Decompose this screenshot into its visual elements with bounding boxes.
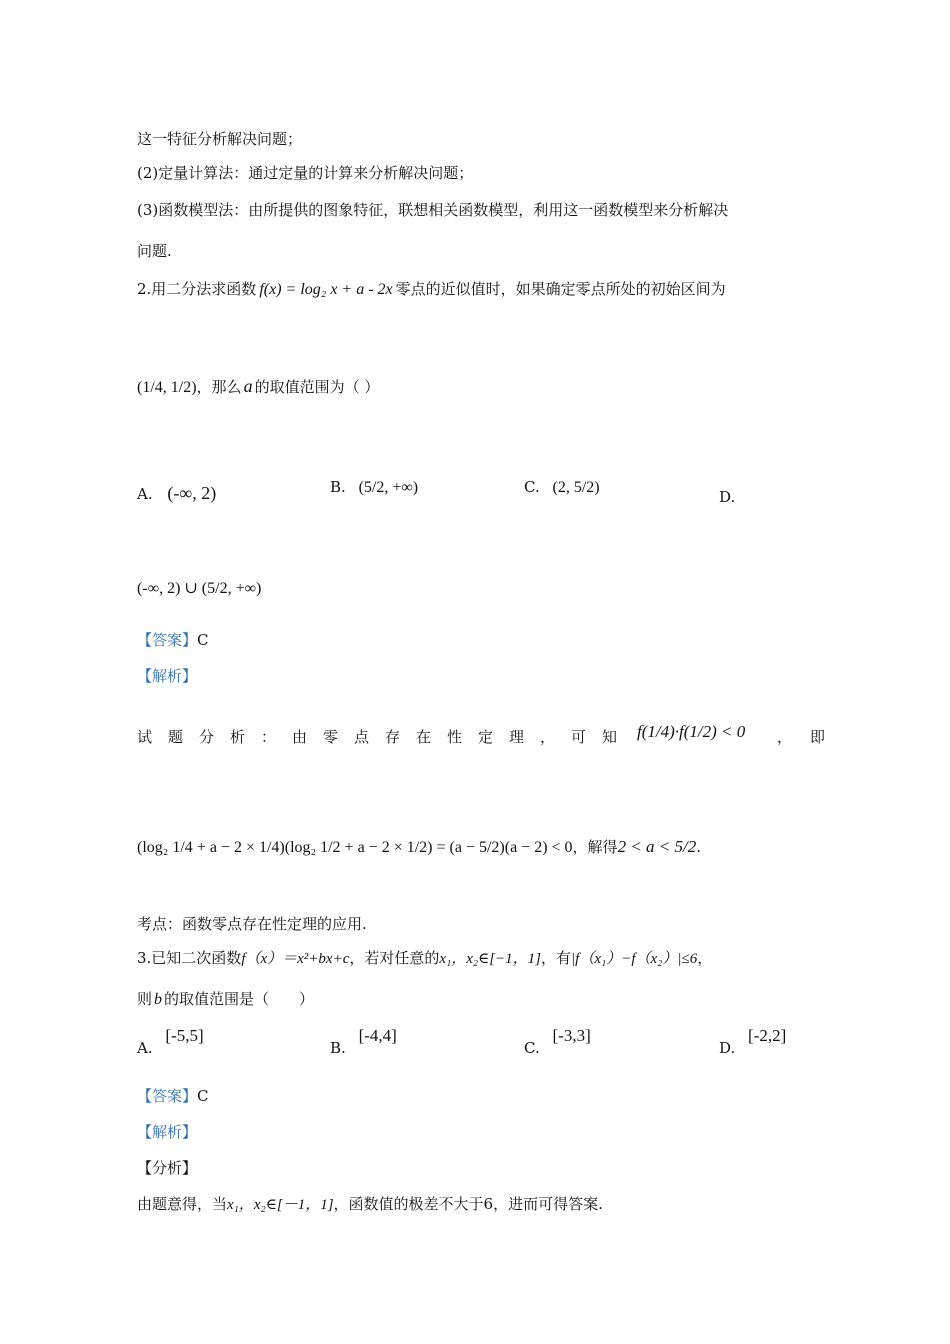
q2-prefix: 2.用二分法求函数 xyxy=(137,280,257,298)
option-value: [-4,4] xyxy=(358,1026,397,1045)
option-value: (5/2, +∞) xyxy=(358,479,419,496)
q3-final xyxy=(137,1193,603,1214)
q2-kaodian: 考点：函数零点存在性定理的应用. xyxy=(137,915,367,933)
option-label: A. xyxy=(137,1039,153,1057)
answer-value: C xyxy=(197,1087,209,1105)
option-label: B. xyxy=(330,1039,346,1057)
q3-function: f（x）＝x²+bx+c xyxy=(241,951,350,967)
q3-option-a xyxy=(137,1026,204,1057)
q2-analysis-tag xyxy=(137,665,197,686)
q2-interval: (1/4, 1/2) xyxy=(137,379,197,396)
q3-option-d xyxy=(719,1026,787,1057)
answer-tag: 【答案】 xyxy=(137,631,198,649)
intro-line-2: (2)定量计算法：通过定量的计算来分析解决问题； xyxy=(137,164,474,182)
q2-option-d-label xyxy=(719,488,735,506)
solve-result: 2 < a < 5/2 xyxy=(617,837,697,856)
q3-line2-a: 则 xyxy=(137,990,153,1008)
q3-option-c xyxy=(524,1026,591,1057)
q2-answer xyxy=(137,629,209,650)
option-label: D. xyxy=(719,488,736,506)
intro-line-4: 问题. xyxy=(137,242,172,260)
answer-value: C xyxy=(197,631,209,649)
q2-option-b xyxy=(330,478,418,497)
q3-answer xyxy=(137,1085,209,1106)
option-label: B. xyxy=(330,478,346,496)
q2-suffix: 零点的近似值时，如果确定零点所处的初始区间为 xyxy=(395,280,726,298)
option-value: (-∞, 2) xyxy=(167,483,217,503)
q2-solve-line xyxy=(137,836,701,857)
option-label: D. xyxy=(719,1039,736,1057)
option-value: [-5,5] xyxy=(165,1026,204,1045)
q2-option-a xyxy=(137,483,216,504)
intro-line-3: (3)函数模型法：由所提供的图象特征，联想相关函数模型，利用这一函数模型来分析解决 xyxy=(137,201,729,219)
intro-line-1: 这一特征分析解决问题； xyxy=(137,130,303,148)
q3-stem-line2 xyxy=(137,988,314,1009)
analysis-tag: 【解析】 xyxy=(137,667,198,685)
option-value: (2, 5/2) xyxy=(552,479,600,496)
q3-stem-a: 3.已知二次函数 xyxy=(137,949,242,967)
option-label: A. xyxy=(137,485,153,503)
period: . xyxy=(696,838,702,856)
option-label: C. xyxy=(524,1039,540,1057)
solve-text: ，解得 xyxy=(572,838,618,856)
analysis-tag: 【解析】 xyxy=(137,1123,198,1141)
q2-analysis-line xyxy=(137,722,844,747)
q3-abs: |f（x₁）−f（x₂）|≤6 xyxy=(571,951,698,967)
q3-condition: x₁，x₂∈[−1，1] xyxy=(439,951,542,967)
solve-equation: (log₂ 1/4 + a − 2 × 1/4)(log₂ 1/2 + a − 2 × 1/2) = (a − 5/2)(a − 2) < 0 xyxy=(137,839,573,856)
q3-fenxi-tag: 【分析】 xyxy=(137,1159,198,1177)
q3-analysis-tag xyxy=(137,1121,197,1142)
q2-tail-prefix: ，那么 xyxy=(196,378,242,396)
q3-option-b xyxy=(330,1026,397,1057)
q3-stem-c: ，有 xyxy=(541,949,572,967)
analysis-label: 试题分析：由零点存在性定理，可知 xyxy=(137,728,634,746)
q3-var: b xyxy=(154,991,163,1008)
q2-tail-suffix: 的取值范围为（ ） xyxy=(254,378,380,396)
option-label: C. xyxy=(524,478,540,496)
q3-stem-b: ，若对任意的 xyxy=(349,949,440,967)
q2-stem xyxy=(137,278,726,299)
option-value: (-∞, 2) ∪ (5/2, +∞) xyxy=(137,580,262,597)
q2-option-c xyxy=(524,478,600,497)
answer-tag: 【答案】 xyxy=(137,1087,198,1105)
q3-final-a: 由题意得，当 xyxy=(137,1195,228,1213)
q2-option-d-value xyxy=(137,578,261,598)
option-value: [-3,3] xyxy=(552,1026,591,1045)
analysis-ji: ，即 xyxy=(777,728,844,746)
q3-stem xyxy=(137,947,712,968)
q3-stem-d: ， xyxy=(697,949,713,967)
analysis-inequality: f(1/4)·f(1/2) < 0 xyxy=(637,722,746,741)
option-value: [-2,2] xyxy=(748,1026,787,1045)
q3-final-b: ，函数值的极差不大于6，进而可得答案. xyxy=(333,1195,603,1213)
q3-line2-b: 的取值范围是（ ） xyxy=(164,990,315,1008)
q2-function: f(x) = log₂ x + a - 2x xyxy=(259,281,393,298)
q2-var: a xyxy=(243,376,253,396)
q2-stem-line2 xyxy=(137,376,379,397)
q3-final-cond: x₁，x₂∈[－1，1] xyxy=(227,1197,334,1213)
